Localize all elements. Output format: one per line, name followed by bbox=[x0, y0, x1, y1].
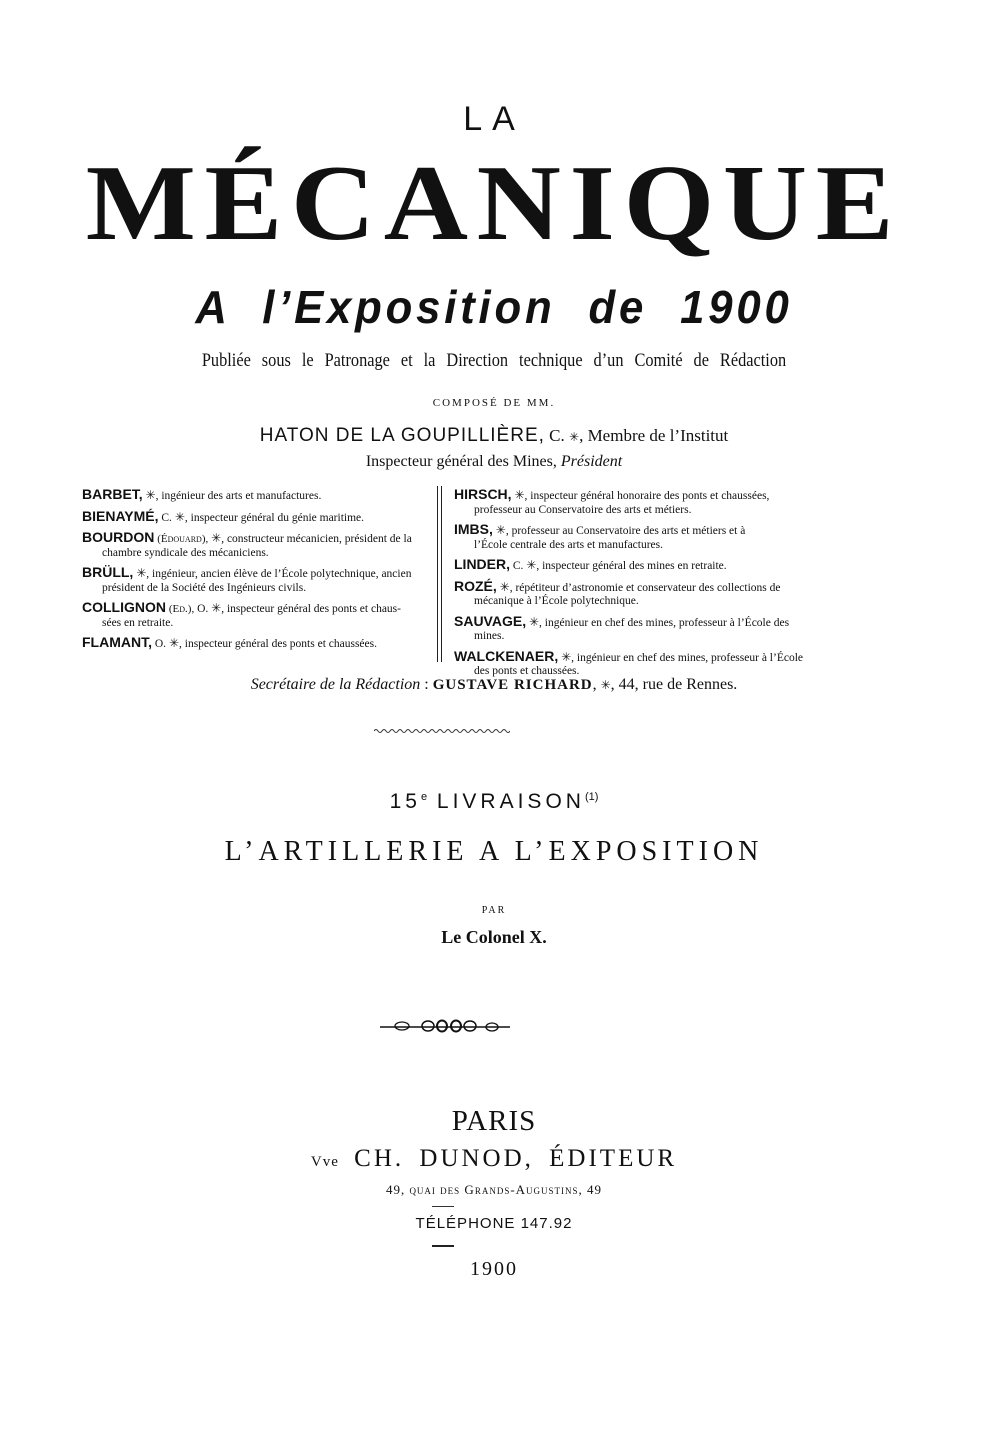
committee-entry bbox=[82, 601, 432, 630]
member-rank: C. bbox=[161, 511, 172, 524]
legion-star-icon: ✳ bbox=[514, 488, 525, 502]
member-name: BOURDON bbox=[82, 529, 155, 545]
member-detail: , inspecteur général des ponts et chaussées. bbox=[179, 638, 377, 650]
column-divider bbox=[437, 486, 442, 662]
member-name: LINDER, bbox=[454, 556, 510, 572]
issue-title: L’ARTILLERIE A L’EXPOSITION bbox=[224, 836, 764, 867]
member-detail-cont: chambre syndicale des mécaniciens. bbox=[102, 546, 269, 559]
legion-star-icon: ✳ bbox=[526, 558, 537, 572]
president-line bbox=[0, 425, 988, 447]
legion-star-icon: ✳ bbox=[211, 531, 222, 545]
footnote-marker: (1) bbox=[584, 791, 599, 803]
member-name: BRÜLL, bbox=[82, 564, 134, 580]
title-article: LA bbox=[463, 100, 525, 138]
legion-star-icon: ✳ bbox=[600, 678, 611, 692]
member-name: WALCKENAER, bbox=[454, 647, 559, 664]
committee-entry bbox=[82, 507, 432, 526]
secretary-line: Secrétaire de la Rédaction : GUSTAVE RICHARD, ✳, 44, rue de Rennes. bbox=[250, 676, 738, 693]
secretary-address: , 44, rue de Rennes. bbox=[610, 676, 738, 693]
committee-entry bbox=[454, 647, 804, 679]
publisher-address: 49, quai des Grands-Augustins, 49 bbox=[385, 1182, 603, 1197]
legion-star-icon: ✳ bbox=[145, 488, 156, 502]
president-role: Président bbox=[560, 453, 623, 470]
secretary-name: GUSTAVE RICHARD bbox=[432, 677, 593, 693]
committee-entry bbox=[454, 612, 804, 644]
publisher-name: CH. DUNOD, ÉDITEUR bbox=[354, 1145, 678, 1172]
committee-entry bbox=[82, 531, 432, 560]
legion-star-icon: ✳ bbox=[499, 579, 510, 594]
president-title: , Membre de l’Institut bbox=[579, 426, 729, 445]
compose-label: COMPOSÉ DE MM. bbox=[432, 397, 556, 409]
short-rule-divider bbox=[432, 1245, 454, 1247]
legion-star-icon: ✳ bbox=[528, 614, 540, 629]
short-rule-divider bbox=[432, 1206, 454, 1207]
legion-star-icon: ✳ bbox=[211, 601, 222, 615]
member-detail-cont: l’École centrale des arts et manufactures. bbox=[474, 538, 664, 551]
member-name: BARBET, bbox=[82, 486, 143, 502]
member-detail: , ingénieur en chef des mines, professeur à l’École des bbox=[539, 616, 790, 629]
member-name: COLLIGNON bbox=[82, 599, 166, 615]
publication-year: 1900 bbox=[470, 1258, 518, 1280]
committee-entry bbox=[454, 523, 804, 552]
member-name: ROZÉ, bbox=[454, 577, 497, 594]
member-detail: , répétiteur d’astronomie et conservateur des collections de bbox=[509, 581, 781, 594]
publisher-name-line bbox=[0, 1145, 988, 1173]
patronage-line: Publiée sous le Patronage et la Direction technique d’un Comité de Rédaction bbox=[201, 350, 787, 371]
page-title: MÉCANIQUE bbox=[85, 144, 903, 263]
member-name: BIENAYMÉ, bbox=[82, 507, 159, 524]
legion-star-icon: ✳ bbox=[495, 523, 506, 537]
member-detail: , inspecteur général des ponts et chaus- bbox=[221, 603, 401, 615]
subtitle: A l’Exposition de 1900 bbox=[195, 281, 793, 333]
member-firstname: (Ed.), bbox=[168, 603, 195, 615]
legion-star-icon: ✳ bbox=[561, 649, 572, 664]
member-name: SAUVAGE, bbox=[454, 612, 527, 629]
member-name: HIRSCH, bbox=[454, 486, 512, 502]
member-detail-cont: président de la Société des Ingénieurs civils. bbox=[102, 581, 307, 594]
publisher-vve: Vve bbox=[310, 1154, 339, 1170]
member-rank: C. bbox=[512, 560, 524, 572]
member-detail-cont: mécanique à l’École polytechnique. bbox=[474, 595, 639, 607]
legion-star-icon: ✳ bbox=[168, 636, 179, 650]
livraison-label: LIVRAISON bbox=[436, 790, 585, 813]
secretary-label: Secrétaire de la Rédaction bbox=[250, 676, 421, 693]
member-detail-cont: des ponts et chaussées. bbox=[474, 665, 580, 677]
flourish-ornament-icon bbox=[380, 1018, 510, 1034]
committee-entry bbox=[82, 488, 432, 504]
member-rank: O. bbox=[197, 603, 209, 615]
committee-entry bbox=[82, 566, 432, 595]
committee-entry bbox=[82, 636, 432, 652]
president-rank: C. bbox=[549, 426, 565, 445]
secretary-sep: : bbox=[420, 676, 433, 693]
committee-entry bbox=[454, 558, 804, 574]
member-rank: O. bbox=[154, 638, 167, 650]
member-detail: , professeur au Conservatoire des arts et métiers et à bbox=[505, 525, 746, 537]
member-name: FLAMANT, bbox=[82, 634, 152, 650]
member-detail: , ingénieur, ancien élève de l’École polytechnique, ancien bbox=[146, 568, 412, 580]
member-detail-cont: mines. bbox=[474, 630, 505, 642]
committee-right-column bbox=[454, 488, 804, 685]
member-firstname: (Édouard), bbox=[157, 533, 209, 545]
par-label: PAR bbox=[481, 905, 507, 916]
member-detail: , ingénieur en chef des mines, professeur à l’École bbox=[571, 651, 803, 664]
member-detail-cont: sées en retraite. bbox=[102, 616, 174, 629]
livraison-heading bbox=[0, 790, 988, 814]
member-detail: , constructeur mécanicien, président de la bbox=[221, 533, 412, 545]
committee-entry bbox=[454, 577, 804, 609]
member-detail: , inspecteur général des mines en retraite. bbox=[536, 560, 727, 572]
legion-star-icon: ✳ bbox=[569, 430, 580, 444]
wavy-rule-divider bbox=[374, 728, 510, 734]
member-detail: , inspecteur général du génie maritime. bbox=[184, 511, 365, 524]
member-detail-cont: professeur au Conservatoire des arts et métiers. bbox=[474, 503, 692, 516]
publisher-city: PARIS bbox=[451, 1105, 537, 1137]
president-name: HATON DE LA GOUPILLIÈRE, bbox=[259, 425, 545, 446]
author: Le Colonel X. bbox=[441, 927, 547, 947]
livraison-ordinal: e bbox=[420, 791, 428, 803]
legion-star-icon: ✳ bbox=[174, 509, 185, 524]
legion-star-icon: ✳ bbox=[136, 566, 147, 580]
member-detail: , inspecteur général honoraire des ponts et chaussées, bbox=[524, 490, 770, 502]
livraison-number: 15 bbox=[389, 790, 421, 813]
member-name: IMBS, bbox=[454, 521, 493, 537]
president-role-line bbox=[0, 453, 988, 471]
publisher-telephone: TÉLÉPHONE 147.92 bbox=[415, 1215, 573, 1232]
president-office: Inspecteur général des Mines, bbox=[365, 453, 557, 470]
committee-entry bbox=[454, 488, 804, 517]
committee-left-column bbox=[82, 488, 432, 658]
member-detail: , ingénieur des arts et manufactures. bbox=[155, 490, 322, 502]
